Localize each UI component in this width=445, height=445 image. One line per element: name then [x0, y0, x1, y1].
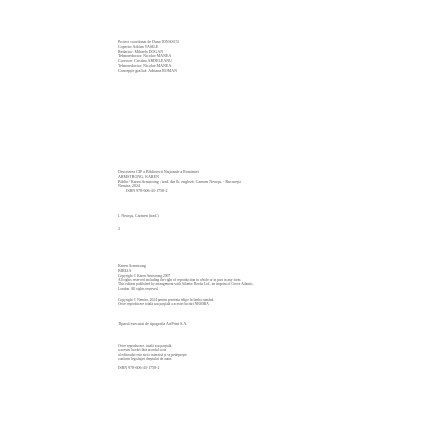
credit-line: Proiect coordonat de Dana IONASCU — [118, 40, 180, 44]
cip-class-number: 2 — [118, 226, 120, 231]
printer-block — [118, 322, 358, 327]
copyright-line: Copyright © Nemira, 2024 pentru prezenta ediţie în limba română — [118, 297, 214, 302]
notice-line: al editorului este strict interzisă şi se pedepseşte — [118, 352, 187, 357]
notice-line: a acestei lucrări fără acordul scris — [118, 348, 167, 353]
cip-title: Descrierea CIP a Bibliotecii Naţionale a României — [118, 170, 199, 174]
printer-line: Tiparul executat de tipografia ArtPrint S.A. — [118, 322, 188, 326]
cip-block — [118, 170, 378, 194]
cip-isbn: ISBN 978-606-43-1758-2 — [126, 189, 168, 194]
credit-line: Concepţie grafică: Adriana ROMAN — [118, 68, 177, 73]
copyright-line: All rights reserved including the right of reproduction in whole or in part in any form. — [118, 277, 242, 282]
notice-line: Orice reproducere, totală sau parţială, — [118, 344, 173, 348]
isbn-line: ISBN 978-606-43-1758-2 — [118, 366, 160, 371]
cip-line: Biblia / Karen Armstrong ; trad. din lb. engleză: Carmen Neacşu. - Bucureşti — [118, 179, 241, 184]
copyright-line: Copyright © Karen Armstrong 2007 — [118, 273, 171, 278]
credit-line: Redactor: Mihaela DOGAN — [118, 49, 164, 54]
credit-line: Coperta: Adrian VASILE — [118, 44, 159, 49]
credit-line: Corector: Cristina ARDELEANU — [118, 59, 172, 64]
credit-line: Tehnoredactor: Nicolae MANEA — [118, 54, 172, 59]
credit-line: Tehnoredactor: Nicolae MANEA — [118, 63, 172, 68]
title-line: BIBLIA — [118, 268, 132, 273]
credits-block — [118, 40, 358, 74]
notice-block — [118, 344, 358, 371]
cip-line: Nemira, 2024 — [118, 184, 140, 189]
cip-class-line: I. Neacşu, Carmen (trad.) — [118, 214, 159, 218]
author-line: Karen Armstrong — [118, 264, 146, 268]
copyright-line: Orice reproducere totală sau parţială a acestei lucrări NEMIRA — [118, 302, 209, 307]
copyright-line: London. All rights reserved. — [118, 286, 159, 291]
cip-class-block — [118, 214, 358, 232]
notice-line: conform legislaţiei dreptului de autor. — [118, 356, 173, 361]
cip-line: ARMSTRONG, KAREN — [118, 174, 159, 179]
copyright-line: This edition published by arrangement with Atlantic Books Ltd., an imprint of Grove Atlantic, — [118, 282, 254, 287]
copyright-block — [118, 264, 368, 306]
